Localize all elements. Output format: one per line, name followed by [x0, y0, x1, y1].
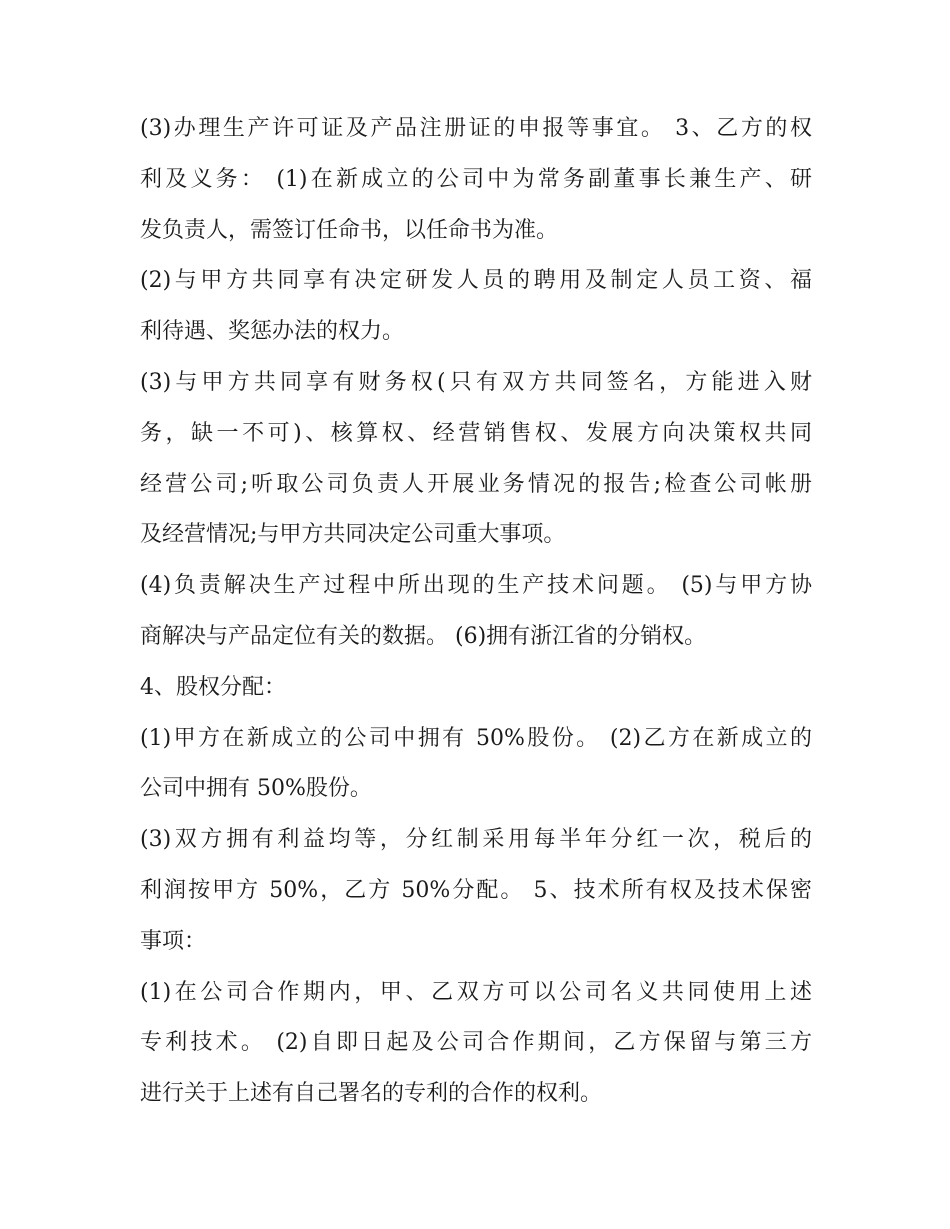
section-heading: 4、股权分配：	[140, 674, 286, 700]
text-line: 发负责人，需签订任命书，以任命书为准。	[140, 217, 559, 243]
text-line: 专利技术。 (2)自即日起及公司合作期间，乙方保留与第三方	[140, 1030, 812, 1056]
text-line: 及经营情况;与甲方共同决定公司重大事项。	[140, 522, 566, 548]
text-line: (3)双方拥有利益均等，分红制采用每半年分红一次，税后的	[140, 827, 812, 853]
text-line: 事项：	[140, 928, 207, 954]
text-line: 利待遇、奖惩办法的权力。	[140, 319, 405, 345]
text-line: 公司中拥有 50%股份。	[140, 776, 372, 802]
text-line: 利及义务： (1)在新成立的公司中为常务副董事长兼生产、研	[140, 166, 812, 192]
text-line: (2)与甲方共同享有决定研发人员的聘用及制定人员工资、福	[140, 268, 812, 294]
text-line: (1)甲方在新成立的公司中拥有 50%股份。 (2)乙方在新成立的	[140, 725, 812, 751]
text-line: 商解决与产品定位有关的数据。 (6)拥有浙江省的分销权。	[140, 623, 707, 649]
text-line: 进行关于上述有自己署名的专利的合作的权利。	[140, 1081, 603, 1107]
text-line: (3)与甲方共同享有财务权(只有双方共同签名，方能进入财	[140, 369, 812, 395]
document-body	[140, 104, 812, 1120]
text-line: (1)在公司合作期内，甲、乙双方可以公司名义共同使用上述	[140, 979, 812, 1005]
text-line: (3)办理生产许可证及产品注册证的申报等事宜。 3、乙方的权	[140, 116, 812, 141]
text-line: 务，缺一不可)、核算权、经营销售权、发展方向决策权共同	[140, 420, 812, 446]
text-line: 经营公司;听取公司负责人开展业务情况的报告;检查公司帐册	[140, 471, 812, 497]
text-line: (4)负责解决生产过程中所出现的生产技术问题。 (5)与甲方协	[140, 573, 812, 599]
text-line: 利润按甲方 50%，乙方 50%分配。 5、技术所有权及技术保密	[140, 877, 812, 903]
